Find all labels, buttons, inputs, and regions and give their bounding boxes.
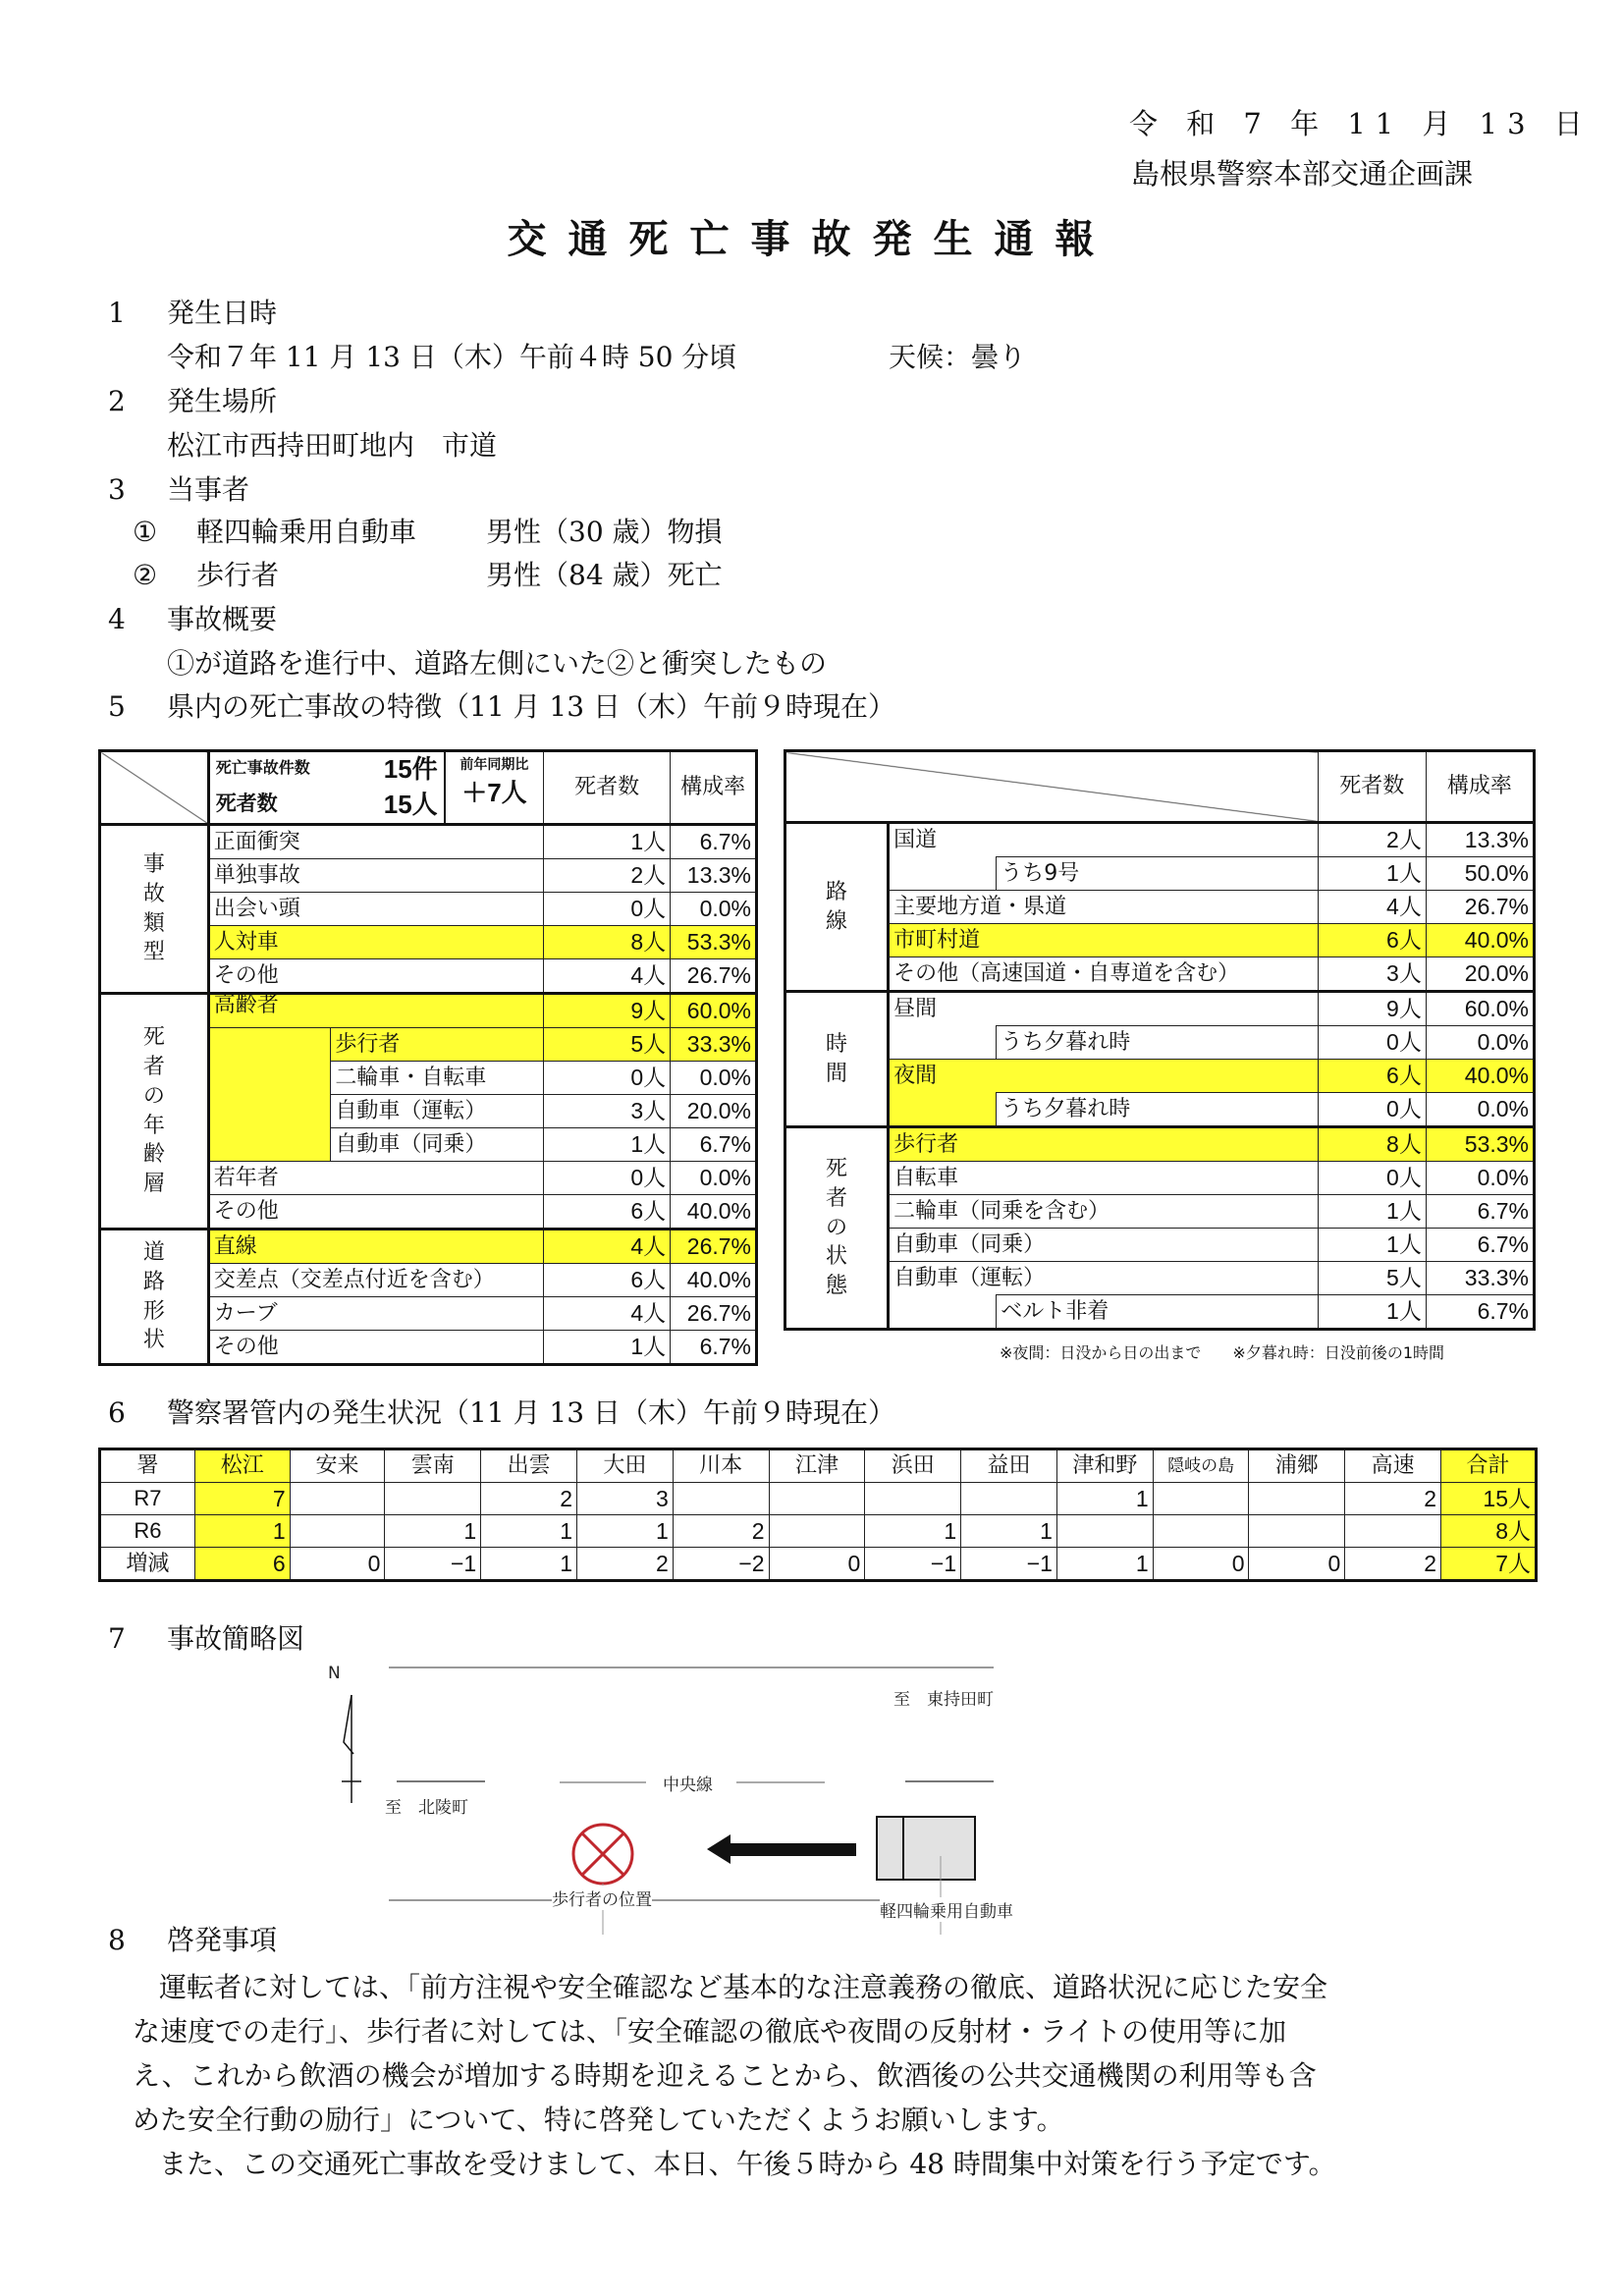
table-row: うち夕暮れ時 0人 0.0%: [785, 1093, 1535, 1127]
table-row: 事故類型 正面衝突 1人 6.7%: [100, 825, 757, 859]
elderly-indent-cell: [208, 1028, 331, 1162]
table-row: うち夕暮れ時 0人 0.0%: [785, 1026, 1535, 1060]
section-8-heading: 8 啓発事項: [108, 1924, 278, 1956]
issuing-department: 島根県警察本部交通企画課: [1131, 157, 1474, 191]
section-1-heading: 1 発生日時: [108, 297, 278, 329]
table-row: 二輪車（同乗を含む） 1人 6.7%: [785, 1195, 1535, 1229]
advisory-line-3: え、これから飲酒の機会が増加する時期を迎えることから、飲酒後の公共交通機関の利用等も含: [133, 2059, 1317, 2092]
summary-cell: 死亡事故件数 15件 死者数 15人 前年同期比 ＋7人: [208, 751, 543, 825]
table-row-highlighted: 死者の状態 歩行者 8人 53.3%: [785, 1127, 1535, 1162]
table-row-highlighted: 市町村道 6人 40.0%: [785, 924, 1535, 957]
document-date: 令 和 7 年 11 月 13 日: [1129, 107, 1593, 140]
station-row-r7: R7 7 2 3 1 2 15人: [100, 1483, 1537, 1515]
section-3-heading: 3 当事者: [108, 473, 250, 506]
table-row: その他 6人 40.0%: [100, 1195, 757, 1230]
station-row-r6: R6 1 1 1 1 2 1 1 8人: [100, 1515, 1537, 1548]
col-rate-header: 構成率: [1426, 751, 1534, 823]
station-row-change: 増減 6 0 −1 1 2 −2 0 −1 −1 1 0 0 2 7人: [100, 1548, 1537, 1581]
document-title: 交通死亡事故発生通報: [507, 217, 1116, 262]
table-row: その他 1人 6.7%: [100, 1331, 757, 1365]
station-matsue: 松江: [194, 1449, 290, 1483]
section-6-heading: 6 警察署管内の発生状況（11 月 13 日（木）午前９時現在）: [108, 1396, 895, 1429]
pedestrian-position-label: 歩行者の位置: [552, 1886, 652, 1910]
travel-direction-arrow-icon: [707, 1834, 856, 1864]
table-row-highlighted: 死者の年齢層 高齢者 9人 60.0%: [100, 994, 757, 1028]
police-station-table: [98, 1448, 1538, 1582]
table-row: 二輪車・自転車 0人 0.0%: [100, 1062, 757, 1095]
table-row: 自動車（同乗） 1人 6.7%: [785, 1229, 1535, 1262]
diagonal-corner-cell: [785, 751, 1319, 823]
category-time: 時間: [785, 992, 889, 1127]
pedestrian-position-icon: [573, 1825, 632, 1935]
table-row: その他 4人 26.7%: [100, 959, 757, 994]
summary-header-row: [100, 751, 757, 825]
category-accident-type: 事故類型: [100, 825, 209, 994]
table-row-highlighted: 歩行者 5人 33.3%: [100, 1028, 757, 1062]
vehicle-label: 軽四輪乗用自動車: [880, 1897, 1013, 1922]
north-arrow-icon: [342, 1695, 361, 1803]
category-route: 路線: [785, 823, 889, 992]
section-2-heading: 2 発生場所: [108, 385, 278, 417]
incident-datetime: 令和７年 11 月 13 日（木）午前４時 50 分頃: [167, 341, 737, 373]
category-road-shape: 道路形状: [100, 1230, 209, 1365]
table-row: 自動車（運転） 5人 33.3%: [785, 1262, 1535, 1295]
table-row: 路線 国道 2人 13.3%: [785, 823, 1535, 857]
prefecture-stats-table-right: [784, 749, 1536, 1331]
table-row: カーブ 4人 26.7%: [100, 1297, 757, 1331]
table-row: 若年者 0人 0.0%: [100, 1162, 757, 1195]
section-5-heading: 5 県内の死亡事故の特徴（11 月 13 日（木）午前９時現在）: [108, 690, 895, 723]
center-line-label: 中央線: [663, 1776, 713, 1795]
station-header-row: 署 松江 安来 雲南 出雲 大田 川本 江津 浜田 益田 津和野 隠岐の島 浦郷 高速 合計: [100, 1449, 1537, 1483]
weather: 天候：曇り: [889, 341, 1027, 373]
advisory-line-5: また、この交通死亡事故を受けまして、本日、午後５時から 48 時間集中対策を行う予定です。: [159, 2148, 1336, 2180]
advisory-line-2: な速度での走行」、歩行者に対しては、「安全確認の徹底や夜間の反射材・ライトの使用等に加: [133, 2015, 1287, 2048]
north-label: N: [328, 1664, 341, 1683]
table-row: 時間 昼間 9人 60.0%: [785, 992, 1535, 1026]
incident-summary: ①が道路を進行中、道路左側にいた②と衝突したもの: [167, 647, 828, 680]
table-row: その他（高速国道・自専道を含む） 3人 20.0%: [785, 957, 1535, 992]
col-rate-header: 構成率: [671, 751, 757, 825]
incident-place: 松江市西持田町地内 市道: [167, 429, 498, 462]
col-deaths-header: 死者数: [544, 751, 671, 825]
accident-diagram: [324, 1660, 1031, 1935]
table-row: 自転車 0人 0.0%: [785, 1162, 1535, 1195]
table-row: 自動車（同乗） 1人 6.7%: [100, 1128, 757, 1162]
prefecture-stats-table-left: [98, 749, 758, 1366]
table-row: 主要地方道・県道 4人 26.7%: [785, 891, 1535, 924]
direction-west-label: 至 北陵町: [385, 1798, 468, 1818]
category-victim-state: 死者の状態: [785, 1127, 889, 1330]
advisory-line-4: めた安全行動の励行」について、特に啓発していただくようお願いします。: [133, 2104, 1064, 2136]
table-footnote: ※夜間：日没から日の出まで ※夕暮れ時：日没前後の1時間: [1000, 1343, 1444, 1362]
party-1: ① 軽四輪乗用自動車 男性（30 歳）物損: [133, 516, 723, 548]
table-row-highlighted: 道路形状 直線 4人 26.7%: [100, 1230, 757, 1264]
right-header-row: [785, 751, 1535, 823]
table-row-highlighted: 人対車 8人 53.3%: [100, 926, 757, 959]
table-row: 出会い頭 0人 0.0%: [100, 893, 757, 926]
table-row: 交差点（交差点付近を含む） 6人 40.0%: [100, 1264, 757, 1297]
section-7-heading: 7 事故簡略図: [108, 1622, 305, 1655]
advisory-line-1: 運転者に対しては、「前方注視や安全確認など基本的な注意義務の徹底、道路状況に応じた安全: [159, 1971, 1328, 2003]
party-2: ② 歩行者 男性（84 歳）死亡: [133, 559, 723, 591]
table-row: 単独事故 2人 13.3%: [100, 859, 757, 893]
diagonal-corner-cell: [100, 751, 209, 825]
category-age-group: 死者の年齢層: [100, 994, 209, 1230]
section-4-heading: 4 事故概要: [108, 603, 278, 635]
direction-east-label: 至 東持田町: [893, 1690, 994, 1710]
table-row-highlighted: 夜間 6人 40.0%: [785, 1060, 1535, 1093]
col-deaths-header: 死者数: [1318, 751, 1426, 823]
table-row: うち9号 1人 50.0%: [785, 857, 1535, 891]
table-row: 自動車（運転） 3人 20.0%: [100, 1095, 757, 1128]
table-row: ベルト非着 1人 6.7%: [785, 1295, 1535, 1330]
